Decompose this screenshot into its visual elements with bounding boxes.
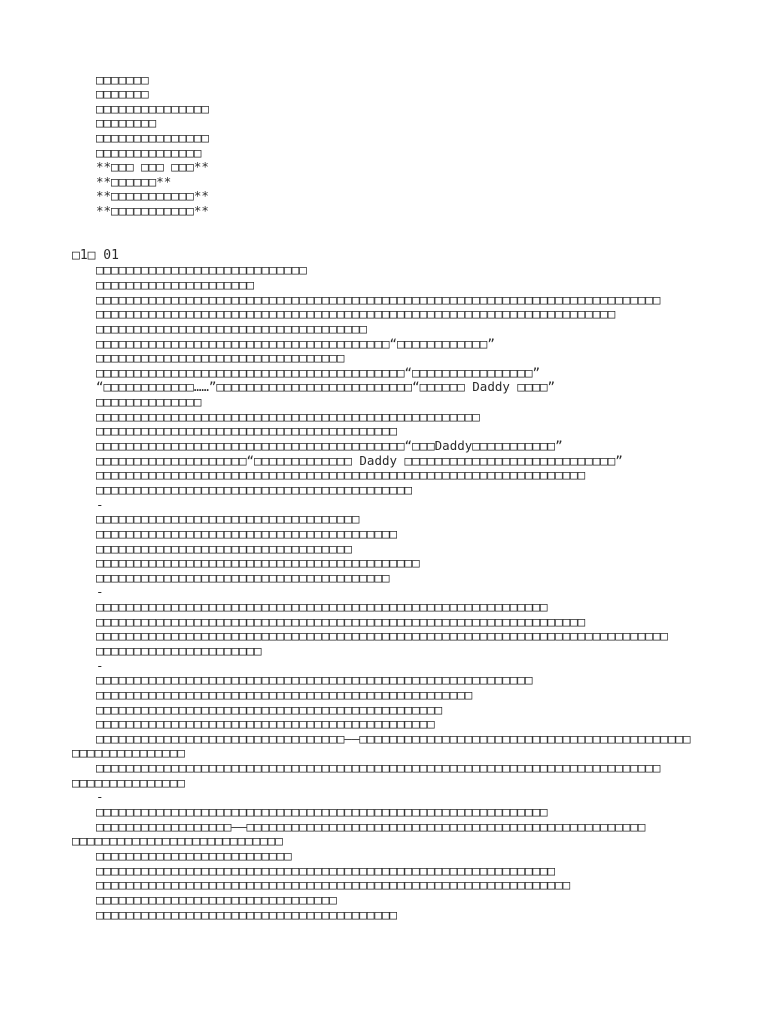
paragraph [72, 659, 712, 674]
paragraph [72, 454, 712, 469]
paragraph [72, 351, 712, 366]
paragraph [72, 644, 712, 659]
paragraph [72, 395, 712, 410]
front-matter-line: □□□□□□□□□□□□□□ [96, 144, 202, 160]
paragraph [72, 498, 712, 513]
paragraph-line: □□□□□□□□□□□□□□□□□□——□□□□□□□□□□□□□□□□□□□□□□□□□□□□□□□□□□□□□□□□□□□□□□□□□□□□□ [96, 818, 646, 834]
paragraph-line: □□□□□□□□□□□□□□□□□□□□□□□□□□□□□□□□□□□ [96, 511, 360, 527]
paragraph [72, 864, 712, 879]
paragraph [72, 410, 712, 425]
paragraph-line: □□□□□□□□□□□□□□□□□□□□□□□□□□□□□□□□□□□□□□□□□□□□□□□□□□□□□□□□□□ [96, 672, 533, 688]
chapter-body [72, 263, 712, 922]
paragraph-line: □□□□□□□□□□□□□□□□□□□□□□□□□□□□□□□□□□ [96, 540, 352, 556]
paragraph [72, 527, 712, 542]
paragraph-line: - [96, 496, 104, 512]
paragraph-line: □□□□□□□□□□□□□□□□□□□□□ [96, 276, 255, 292]
paragraph [72, 615, 712, 630]
paragraph-line: □□□□□□□□□□□□□□□□□□□□□□□□□□□□ [96, 262, 307, 278]
paragraph [72, 424, 712, 439]
front-matter-line: **□□□ □□□ □□□** [96, 159, 209, 175]
paragraph-line: □□□□□□□□□□□□□□□□□□□□□□□□□□□□□□□□□□□□□□□□□□□□□□ [96, 701, 443, 717]
paragraph-line: □□□□□□□□□□□□□□□□□□□□□□□□□□□□□□□□□□□□□□□□□□□□□□□□□□□□□□□□□□□□□□□□□ [96, 467, 586, 483]
paragraph [72, 761, 712, 790]
front-matter-line: □□□□□□□ [96, 71, 149, 87]
paragraph [72, 688, 712, 703]
paragraph [72, 468, 712, 483]
paragraph-line: □□□□□□□□□□□□□□□□□□□□□□□□□□□□□□□□□□□□□□□□□□□□□□□□□□□ [96, 408, 480, 424]
front-matter-line: □□□□□□□□□□□□□□□ [96, 100, 209, 116]
paragraph-line: □□□□□□□□□□□□□□□□□□□□□□□□□□□□□□□□□□□□□□□□ [96, 906, 398, 922]
paragraph [72, 263, 712, 278]
paragraph-line: □□□□□□□□□□□□□□□□□□□□□□□□□□□□□□□□□□□□□□□□□“□□□□□□□□□□□□□□□□” [96, 364, 541, 380]
paragraph-line: □□□□□□□□□□□□□□□□□□□□□□□□□□□□□□□□□ [96, 350, 345, 366]
paragraph-line: □□□□□□□□□□□□□□□□□□□□□□□□□□ [96, 847, 292, 863]
paragraph [72, 673, 712, 688]
paragraph-line: □□□□□□□□□□□□□□□□□□□□□□□□□□□□□□□□□□□□□□□□ [96, 525, 398, 541]
paragraph [72, 380, 712, 395]
paragraph-line: □□□□□□□□□□□□□□□□□□□□□□□□□□□□□□□□□□□□□□□“□□□□□□□□□□□□” [96, 335, 495, 351]
paragraph-line: □□□□□□□□□□□□□□□□□□□□□□□□□□□□□□□□□□□□□□□□□□□□□□□□□□□□□□□□□□□□□ [96, 862, 556, 878]
paragraph [72, 307, 712, 322]
paragraph [72, 805, 712, 820]
paragraph-line: □□□□□□□□□□□□□□□ [72, 774, 185, 790]
front-matter-line: □□□□□□□ [96, 86, 149, 102]
paragraph-line: □□□□□□□□□□□□□□□□□□□□□□□□□□□□□□□□□□□□□□□□□□□□□□□□□□□□□□□□□□□□□□□□□□□□□□□□□□□□ [96, 628, 668, 644]
front-matter-line: **□□□□□□□□□□□** [96, 188, 209, 204]
paragraph-line: □□□□□□□□□□□□□□□□□□□□□□□□□□□□ [72, 833, 283, 849]
paragraph [72, 278, 712, 293]
paragraph [72, 629, 712, 644]
front-matter-line: **□□□□□□□□□□□** [96, 203, 209, 219]
paragraph-line: □□□□□□□□□□□□□□□□□□□□□□□□□□□□□□□□□□□□□□□□ [96, 423, 398, 439]
paragraph-line: □□□□□□□□□□□□□□□□□□□□□□□□□□□□□□□□□□□□□□□□□□□□□□□□□□ [96, 686, 473, 702]
paragraph [72, 571, 712, 586]
paragraph [72, 820, 712, 849]
paragraph-line: “□□□□□□□□□□□□……”□□□□□□□□□□□□□□□□□□□□□□□□□□“□□□□□□ Daddy □□□□” [96, 379, 556, 395]
paragraph-line: □□□□□□□□□□□□□□□□□□□□□□ [96, 642, 262, 658]
paragraph [72, 908, 712, 923]
paragraph-line: - [96, 657, 104, 673]
paragraph-line: □□□□□□□□□□□□□□□□□□□□□□□□□□□□□□□□□□□□□□□□□□□□□□□□□□□□□□□□□□□□□□□□□□□□□□□□□□□ [96, 760, 661, 776]
paragraph-line: □□□□□□□□□□□□□□□□□□□□□□□□□□□□□□□□□□□□□□□□□□ [96, 481, 413, 497]
paragraph [72, 293, 712, 308]
paragraph-line: □□□□□□□□□□□□□□□□□□□□□□□□□□□□□□□□□□□□□□□□□□□ [96, 555, 420, 571]
paragraph-line: □□□□□□□□□□□□□□□□□□□□□□□□□□□□□□□□□□□□□□□□□□□□□□□□□□□□□□□□□□□□ [96, 599, 548, 615]
paragraph-line: □□□□□□□□□□□□□□□□□□□□□□□□□□□□□□□□□□□□□□□□□□□□□□□□□□□□□□□□□□□□□□□□□ [96, 613, 586, 629]
paragraph [72, 556, 712, 571]
paragraph [72, 703, 712, 718]
paragraph-line: □□□□□□□□□□□□□□□□□□□□□□□□□□□□□□□□□□□□ [96, 320, 367, 336]
paragraph [72, 366, 712, 381]
paragraph-line: □□□□□□□□□□□□□□□ [72, 745, 185, 761]
paragraph [72, 512, 712, 527]
paragraph [72, 439, 712, 454]
paragraph-line: □□□□□□□□□□□□□□□□□□□□“□□□□□□□□□□□□□ Daddy □□□□□□□□□□□□□□□□□□□□□□□□□□□□” [96, 452, 623, 468]
paragraph-line: □□□□□□□□□□□□□□□□□□□□□□□□□□□□□□□□□□□□□□□□□□□□□□□□□□□□□□□□□□□□ [96, 804, 548, 820]
paragraph [72, 717, 712, 732]
paragraph [72, 337, 712, 352]
paragraph [72, 732, 712, 761]
front-matter-line: □□□□□□□□ [96, 115, 157, 131]
front-matter [96, 73, 209, 219]
paragraph [72, 585, 712, 600]
paragraph [72, 893, 712, 908]
paragraph-line: □□□□□□□□□□□□□□□□□□□□□□□□□□□□□□□□□□□□□□□□□□□□□□□□□□□□□□□□□□□□□□□□□□□□□□□□□□□ [96, 291, 661, 307]
paragraph [72, 790, 712, 805]
paragraph [72, 542, 712, 557]
paragraph-line: □□□□□□□□□□□□□□□□□□□□□□□□□□□□□□□□□□□□□□□ [96, 569, 390, 585]
paragraph [72, 600, 712, 615]
paragraph-line: □□□□□□□□□□□□□□ [96, 394, 202, 410]
paragraph-line: □□□□□□□□□□□□□□□□□□□□□□□□□□□□□□□□□□□□□□□□□□□□□□□□□□□□□□□□□□□□□□□□□□□□□ [96, 306, 616, 322]
paragraph-line: □□□□□□□□□□□□□□□□□□□□□□□□□□□□□□□□□□□□□□□□□“□□□Daddy□□□□□□□□□□□” [96, 438, 563, 454]
paragraph-line: □□□□□□□□□□□□□□□□□□□□□□□□□□□□□□□□□——□□□□□□□□□□□□□□□□□□□□□□□□□□□□□□□□□□□□□□□□□□□□ [96, 730, 691, 746]
paragraph [72, 483, 712, 498]
chapter-heading: □1□ 01 [72, 247, 119, 263]
paragraph-line: □□□□□□□□□□□□□□□□□□□□□□□□□□□□□□□□□□□□□□□□□□□□□ [96, 716, 435, 732]
paragraph-line: - [96, 789, 104, 805]
paragraph [72, 849, 712, 864]
front-matter-line: □□□□□□□□□□□□□□□ [96, 130, 209, 146]
paragraph-line: □□□□□□□□□□□□□□□□□□□□□□□□□□□□□□□□ [96, 891, 337, 907]
paragraph [72, 878, 712, 893]
chapter [72, 249, 712, 922]
front-matter-line: **□□□□□□** [96, 173, 172, 189]
paragraph [72, 322, 712, 337]
paragraph-line: □□□□□□□□□□□□□□□□□□□□□□□□□□□□□□□□□□□□□□□□□□□□□□□□□□□□□□□□□□□□□□□ [96, 877, 571, 893]
paragraph-line: - [96, 584, 104, 600]
